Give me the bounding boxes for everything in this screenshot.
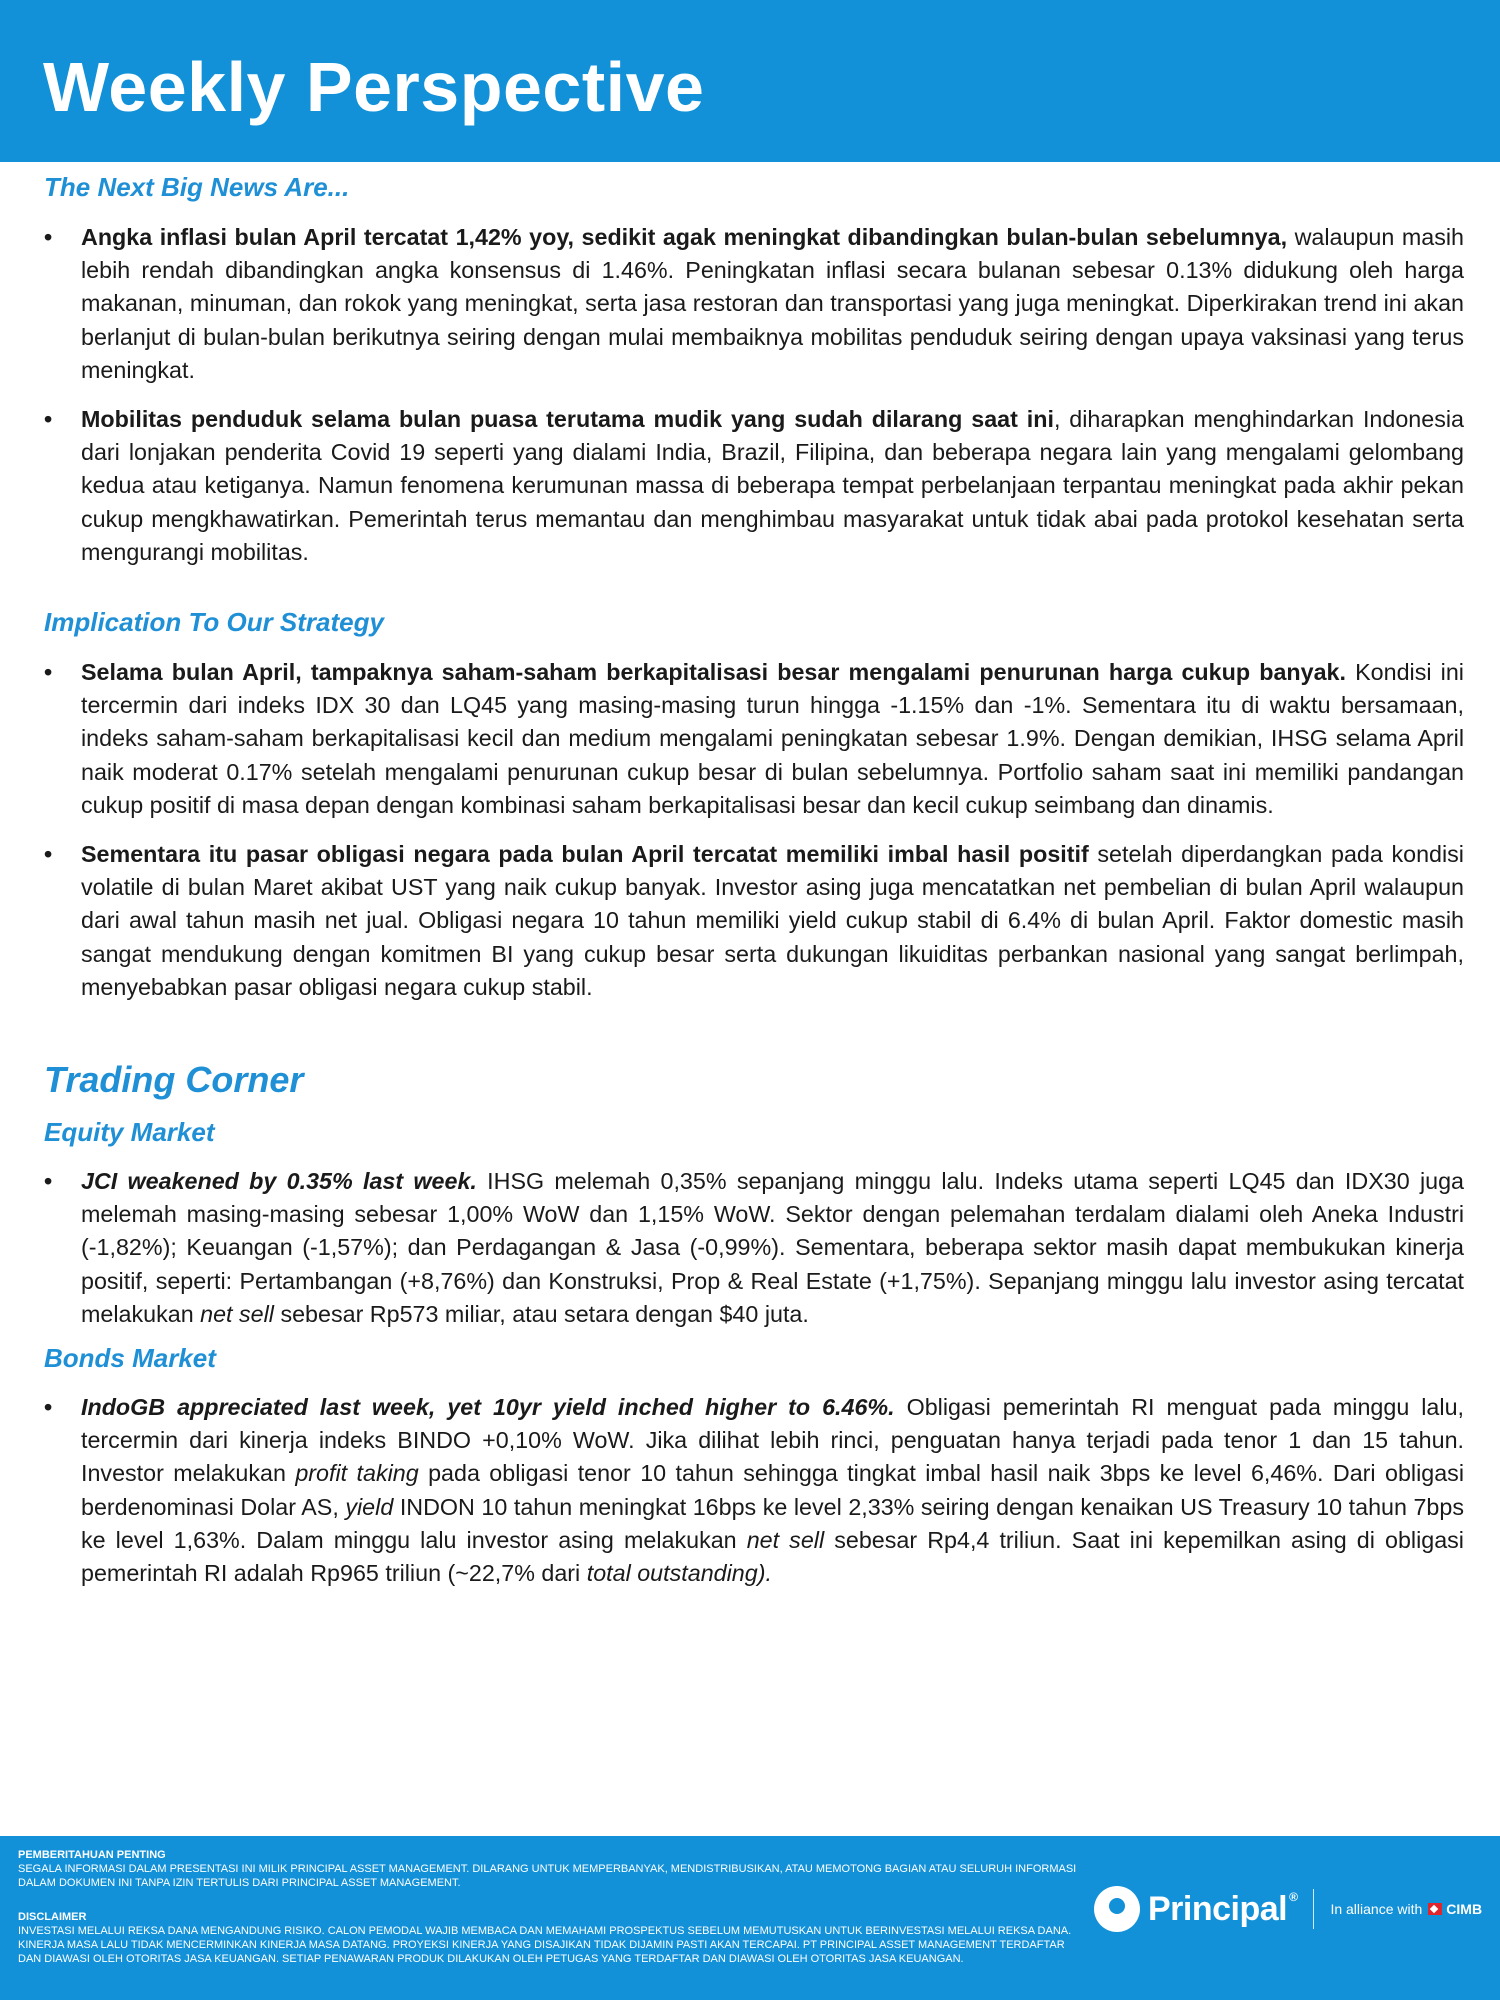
- bullet-italic: net sell: [200, 1300, 274, 1327]
- bullet-text: walaupun masih lebih rendah dibandingkan angka konsensus di 1.46%. Peningkatan inflasi secara bulanan sebesar 0.13% didukung oleh harga makanan, minuman, dan rokok yang meningkat, serta jasa restoran dan transportasi yang juga meningkat. Diperkirakan trend ini akan berlanjut di bulan-bulan berikutnya seiring dengan mulai membaiknya mobilitas penduduk seiring dengan upaya vaksinasi yang terus meningkat.: [81, 224, 1464, 383]
- footer-disclaimer-text: INVESTASI MELALUI REKSA DANA MENGANDUNG RISIKO. CALON PEMODAL WAJIB MEMBACA DAN MEMAHAMI PROSPEKTUS SEBELUM MEMUTUSKAN UNTUK BERINVESTASI MELALUI REKSA DANA. KINERJA MASA LALU TIDAK MENCERMINKAN KINERJA MASA DATANG. PROYEKSI KINERJA YANG DISAJIKAN TIDAK DIJAMIN PASTI AKAN TERCAPAI. PT PRINCIPAL ASSET MANAGEMENT TERDAFTAR DAN DIAWASI OLEH OTORITAS JASA KEUANGAN. SETIAP PENAWARAN PRODUK DILAKUKAN OLEH PETUGAS YANG TERDAFTAR DAN DIAWASI OLEH OTORITAS JASA KEUANGAN.: [18, 1925, 1072, 1965]
- bullet-dot: •: [44, 406, 53, 433]
- page-title: Weekly Perspective: [43, 48, 705, 126]
- bullet-dot: •: [44, 1394, 53, 1421]
- bullet-italic: total outstanding).: [586, 1560, 772, 1587]
- bullet-text: IHSG melemah 0,35% sepanjang minggu lalu. Indeks utama seperti LQ45 dan IDX30 juga melemah masing-masing sebesar 1,00% WoW dan 1,15% WoW. Sektor dengan pelemahan terdalam dialami oleh Aneka Industri (-1,82%); Keuangan (-1,57%); dan Perdagangan & Jasa (-0,99%). Sementara, beberapa sektor masih dapat membukukan kinerja positif, seperti: Pertambangan (+8,76%) dan Konstruksi, Prop & Real Estate (+1,75%). Sepanjang minggu lalu investor asing tercatat melakukan: [81, 1168, 1464, 1327]
- footer-notice: [18, 1848, 1078, 1890]
- bullet-text: setelah diperdangkan pada kondisi volatile di bulan Maret akibat UST yang naik cukup banyak. Investor asing juga mencatatkan net pembelian di bulan April walaupun dari awal tahun masih net jual. Obligasi negara 10 tahun memiliki yield cukup stabil di 6.4% di bulan April. Faktor domestic masih sangat mendukung dengan komitmen BI yang cukup besar serta dukungan likuiditas perbankan nasional yang sangat berlimpah, menyebabkan pasar obligasi negara cukup stabil.: [81, 841, 1464, 1000]
- section-title-equity-market: Equity Market: [44, 1117, 215, 1148]
- bullet-italic: yield: [345, 1493, 394, 1520]
- bullet-text: pada obligasi tenor 10 tahun sehingga tingkat imbal hasil naik 3bps ke level 6,46%. Dari obligasi berdenominasi Dolar AS,: [81, 1460, 1464, 1520]
- registered-mark: ®: [1289, 1889, 1298, 1904]
- bullet-equity: [44, 1165, 1464, 1331]
- logo-divider: [1313, 1889, 1314, 1929]
- bullet-text: Obligasi pemerintah RI menguat pada minggu lalu, tercermin dari kinerja indeks BINDO +0,10% WoW. Jika dilihat lebih rinci, penguatan hanya terjadi pada tenor 1 dan 15 tahun. Investor melakukan: [81, 1394, 1464, 1487]
- bullet-text: sebesar Rp573 miliar, atau setara dengan $40 juta.: [273, 1300, 809, 1327]
- bullet-dot: •: [44, 841, 53, 868]
- principal-logo-text: Principal ®: [1148, 1889, 1298, 1928]
- section-title-implication: Implication To Our Strategy: [44, 607, 384, 638]
- bullet-text: , diharapkan menghindarkan Indonesia dari lonjakan penderita Covid 19 seperti yang dialami India, Brazil, Filipina, dan beberapa negara lain yang mengalami gelombang kedua atau ketiganya. Namun fenomena kerumunan massa di beberapa tempat perbelanjaan terpantau meningkat pada akhir pekan cukup mengkhawatirkan. Pemerintah terus memantau dan menghimbau masyarakat untuk tidak abai pada protokol kesehatan serta mengurangi mobilitas.: [81, 406, 1464, 565]
- bullet-lead: Angka inflasi bulan April tercatat 1,42% yoy, sedikit agak meningkat dibandingkan bulan-bulan sebelumnya,: [81, 224, 1288, 250]
- bullet-lead: Mobilitas penduduk selama bulan puasa terutama mudik yang sudah dilarang saat ini: [81, 406, 1054, 433]
- bullet-lead: JCI weakened by 0.35% last week.: [81, 1168, 477, 1195]
- footer-disclaimer-label: DISCLAIMER: [18, 1911, 87, 1923]
- bullet-bonds: [44, 1391, 1464, 1590]
- bullet-lead: Selama bulan April, tampaknya saham-saham berkapitalisasi besar mengalami penurunan harga cukup banyak.: [81, 659, 1346, 686]
- section-title-trading-corner: Trading Corner: [44, 1059, 304, 1101]
- bullet-lead: Sementara itu pasar obligasi negara pada bulan April tercatat memiliki imbal hasil positif: [81, 841, 1089, 868]
- footer-disclaimer: [18, 1910, 1078, 1966]
- bullet-text: Kondisi ini tercermin dari indeks IDX 30 dan LQ45 yang masing-masing turun hingga -1.15% dan -1%. Sementara itu di waktu bersamaan, indeks saham-saham berkapitalisasi kecil dan medium mengalami peningkatan sebesar 1.9%. Dengan demikian, IHSG selama April naik moderat 0.17% setelah mengalami penurunan cukup besar di bulan sebelumnya. Portfolio saham saat ini memiliki pandangan cukup positif di masa depan dengan kombinasi saham berkapitalisasi besar dan kecil cukup seimbang dan dinamis.: [81, 659, 1464, 818]
- alliance-text: In alliance with: [1330, 1901, 1423, 1917]
- cimb-logo-icon: [1428, 1903, 1442, 1915]
- principal-logo: [1094, 1886, 1482, 1932]
- bullet-mobility: [44, 403, 1464, 569]
- bullet-dot: •: [44, 1168, 53, 1195]
- bullet-text: sebesar Rp4,4 triliun. Saat ini kepemilkan asing di obligasi pemerintah RI adalah Rp965 triliun (~22,7% dari: [81, 1526, 1464, 1587]
- bullet-italic: net sell: [746, 1526, 825, 1553]
- bullet-text: INDON 10 tahun meningkat 16bps ke level 2,33% seiring dengan kenaikan US Treasury 10 tahun 7bps ke level 1,63%. Dalam minggu lalu investor asing melakukan: [81, 1493, 1464, 1553]
- page-footer: [0, 1836, 1500, 2000]
- bullet-inflation: [44, 221, 1464, 387]
- bullet-dot: •: [44, 224, 53, 250]
- principal-logo-icon: [1094, 1886, 1140, 1932]
- bullet-large-cap: [44, 656, 1464, 822]
- section-title-bonds-market: Bonds Market: [44, 1343, 216, 1374]
- bullet-lead: IndoGB appreciated last week, yet 10yr yield inched higher to 6.46%.: [81, 1394, 895, 1421]
- cimb-text: CIMB: [1446, 1901, 1483, 1917]
- alliance-note: [1330, 1901, 1482, 1917]
- bullet-italic: profit taking: [295, 1460, 419, 1487]
- section-title-next-big-news: The Next Big News Are...: [44, 172, 350, 202]
- main-content: [44, 162, 1464, 1590]
- page-header: [0, 0, 1500, 162]
- footer-notice-label: PEMBERITAHUAN PENTING: [18, 1849, 166, 1861]
- bullet-dot: •: [44, 659, 53, 686]
- bullet-bonds-april: [44, 838, 1464, 1004]
- footer-notice-text: SEGALA INFORMASI DALAM PRESENTASI INI MILIK PRINCIPAL ASSET MANAGEMENT. DILARANG UNTUK MEMPERBANYAK, MENDISTRIBUSIKAN, ATAU MEMOTONG BAGIAN ATAU SELURUH INFORMASI DALAM DOKUMEN INI TANPA IZIN TERTULIS DARI PRINCIPAL ASSET MANAGEMENT.: [18, 1863, 1077, 1889]
